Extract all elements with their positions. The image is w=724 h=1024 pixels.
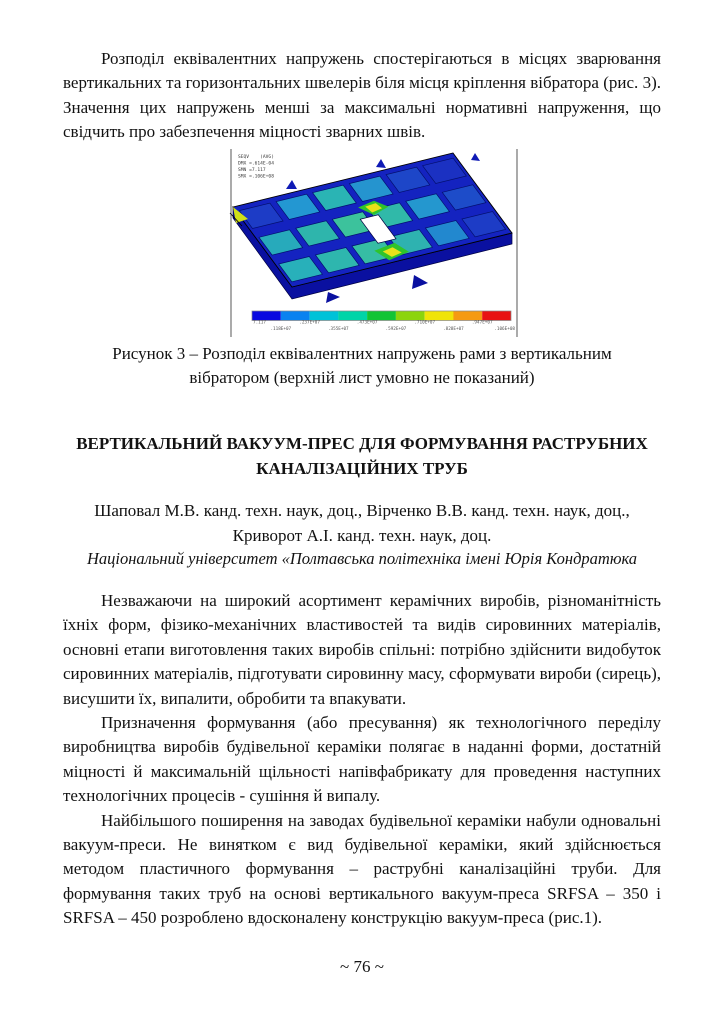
figure-caption-line2: вібратором (верхній лист умовно не показаний): [189, 368, 535, 388]
colorbar-segment: [396, 311, 425, 321]
colorbar-label: .106E+08: [494, 326, 515, 332]
colorbar-label: .710E+07: [414, 320, 436, 326]
fea-plot: [228, 147, 520, 339]
frame-support: [412, 275, 428, 289]
edge-spike: [471, 153, 480, 161]
colorbar-segment: [310, 311, 339, 321]
colorbar-label: 7.117: [253, 320, 266, 326]
edge-spike: [376, 159, 386, 168]
colorbar-segment: [453, 311, 482, 321]
colorbar-segment: [425, 311, 454, 321]
fea-legend-line: SMN =7.117: [238, 167, 266, 173]
fea-colorbar: [252, 311, 515, 332]
colorbar-label: .592E+07: [385, 326, 407, 332]
stress-figure: [228, 147, 520, 339]
colorbar-segment: [482, 311, 511, 321]
article-paragraph-3: Найбільшого поширення на заводах будівельної кераміки набули одновальні вакуум-преси. Не винятком є вид будівельної кераміки, який здійснюється методом пластичного формування – раструбні каналізаційні труби. Для формування таких труб на основі вертикального вакуум-преса SRFSA – 350 і SRFSA – 450 розроблено вдосконалену конструкцію вакуум-преса (рис.1).: [63, 810, 661, 928]
colorbar-label: .473E+07: [356, 320, 378, 326]
figure-caption: [63, 342, 661, 391]
fea-legend-line: DMX =.614E-04: [238, 161, 274, 167]
fea-legend-line: SEQV (AVG): [238, 154, 274, 160]
colorbar-segment: [338, 311, 367, 321]
colorbar-label: .947E+07: [471, 320, 493, 326]
intro-paragraph: Розподіл еквівалентних напружень спостерігаються в місцях зварювання вертикальних та горизонтальних швелерів біля місця кріплення вібратора (рис. 3). Значення цих напружень менші за максимальні нормативні напруження, що свідчить про забезпечення міцності зварних швів.: [63, 49, 661, 142]
article-authors: Шаповал М.В. канд. техн. наук, доц., Вірченко В.В. канд. техн. наук, доц., Криворот А.І. канд. техн. наук, доц.: [94, 501, 630, 545]
colorbar-label: .237E+07: [299, 320, 320, 326]
article-paragraph-2: Призначення формування (або пресування) як технологічного переділу виробництва виробів будівельної кераміки полягає в наданні форми, достатній міцності й максимальній щільності напівфабрикату для проведення наступних технологічних процесів - сушіння й випалу.: [63, 713, 661, 806]
colorbar-label: .828E+07: [443, 326, 464, 332]
colorbar-segment: [281, 311, 310, 321]
article-title: ВЕРТИКАЛЬНИЙ ВАКУУМ-ПРЕС ДЛЯ ФОРМУВАННЯ РАСТРУБНИХ КАНАЛІЗАЦІЙНИХ ТРУБ: [76, 433, 648, 479]
colorbar-segment: [367, 311, 396, 321]
page-number: ~ 76 ~: [340, 957, 384, 976]
article-affiliation: Національний університет «Полтавська політехніка імені Юрія Кондратюка: [86, 549, 638, 569]
frame-support: [326, 292, 340, 303]
colorbar-label: .355E+07: [327, 326, 349, 332]
figure-caption-line1: Рисунок 3 – Розподіл еквівалентних напружень рами з вертикальним: [112, 343, 612, 363]
edge-spike: [286, 180, 297, 189]
fea-legend-line: SMX =.106E+08: [238, 174, 274, 180]
colorbar-label: .118E+07: [270, 326, 292, 332]
fea-legend: [238, 154, 274, 180]
colorbar-segment: [252, 311, 281, 321]
article-paragraph-1: Незважаючи на широкий асортимент керамічних виробів, різноманітність їхніх форм, фізико-механічних властивостей та видів сировинних матеріалів, основні етапи виготовлення таких виробів спільні: потрібно здійснити видобуток сировинних матеріалів, підготувати сировинну масу, сформувати вироби (сирець), висушити їх, випалити, обробити та впакувати.: [63, 591, 661, 708]
